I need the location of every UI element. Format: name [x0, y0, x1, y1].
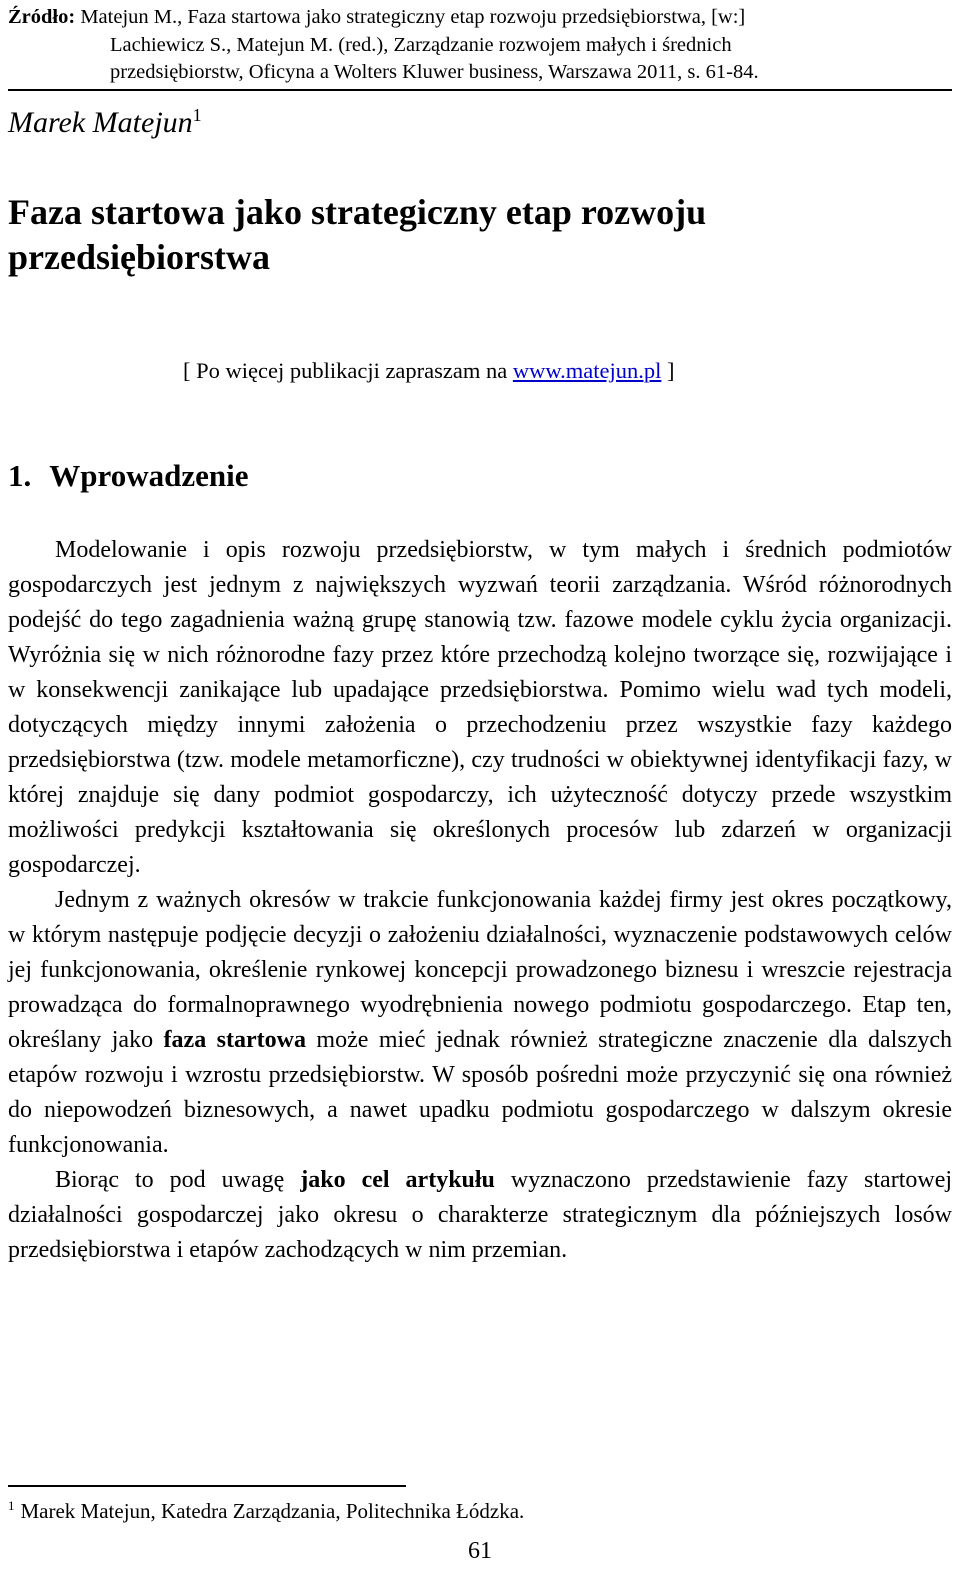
footnote-text: Marek Matejun, Katedra Zarządzania, Politechnika Łódzka. — [20, 1499, 525, 1523]
section-heading — [8, 458, 248, 494]
author-text: Marek Matejun — [8, 106, 193, 139]
paragraph-2-bold: faza startowa — [163, 1027, 306, 1053]
source-citation — [8, 4, 952, 91]
promo-prefix: [ Po więcej publikacji zapraszam na — [183, 358, 508, 383]
footnote — [8, 1499, 524, 1524]
footnote-divider — [8, 1485, 406, 1487]
author-name — [8, 106, 202, 140]
section-number: 1. — [8, 458, 32, 493]
source-label: Źródło: — [8, 6, 76, 28]
paragraph-3-part-a: Biorąc to pod uwagę — [55, 1167, 301, 1193]
promo-note — [183, 358, 675, 384]
author-footnote-mark: 1 — [192, 105, 202, 125]
source-line-2: Lachiewicz S., Matejun M. (red.), Zarządzanie rozwojem małych i średnich — [110, 33, 732, 56]
paragraph-2-part-a: Jednym z ważnych okresów w trakcie funkcjonowania każdej firmy jest okres początkowy, w którym następuje podjęcie decyzji o założeniu działalności, wyznaczenie podstawowych celów jej funkcjonowania, określenie rynkowej koncepcji prowadzonego biznesu i wreszcie rejestracja prowadząca do formalnoprawnego wyodrębnienia nowego podmiotu gospodarczego. Etap ten, określany jako — [8, 887, 952, 1053]
paragraph-1: Modelowanie i opis rozwoju przedsiębiorstw, w tym małych i średnich podmiotów gospodarczych jest jednym z największych wyzwań teorii zarządzania. Wśród różnorodnych podejść do tego zagadnienia ważną grupę stanowią tzw. fazowe modele cyklu życia organizacji. Wyróżnia się w nich różnorodne fazy przez które przechodzą kolejno tworzące się, rozwijające i w konsekwencji zanikające lub upadające przedsiębiorstwa. Pomimo wielu wad tych modeli, dotyczących między innymi założenia o przechodzeniu przez wszystkie fazy każdego przedsiębiorstwa (tzw. modele metamorficzne), czy trudności w obiektywnej identyfikacji fazy, w której znajduje się dany podmiot gospodarczy, ich użyteczność dotyczy przede wszystkim możliwości predykcji kształtowania się określonych procesów lub zdarzeń w organizacji gospodarczej. — [8, 537, 952, 878]
website-link[interactable]: www.matejun.pl — [512, 358, 662, 383]
footnote-mark: 1 — [8, 1498, 15, 1513]
article-title — [8, 190, 952, 280]
title-line-1: Faza startowa jako strategiczny etap rozwoju — [8, 192, 707, 232]
paragraph-2-part-b: może mieć jednak również strategiczne znaczenie dla dalszych etapów rozwoju i wzrostu przedsiębiorstw. W sposób pośredni może przyczynić się ona również do niepowodzeń biznesowych, a nawet upadku podmiotu gospodarczego w dalszym okresie funkcjonowania. — [8, 1027, 952, 1158]
paragraph-3 — [8, 1163, 952, 1268]
paragraph-2 — [8, 883, 952, 1163]
title-line-2: przedsiębiorstwa — [8, 237, 270, 277]
section-title: Wprowadzenie — [49, 458, 249, 493]
source-line-3: przedsiębiorstw, Oficyna a Wolters Kluwer business, Warszawa 2011, s. 61-84. — [110, 61, 759, 83]
source-line-1: Matejun M., Faza startowa jako strategiczny etap rozwoju przedsiębiorstwa, [w:] — [80, 6, 746, 28]
paragraph-3-bold: jako cel artykułu — [300, 1167, 495, 1193]
promo-suffix: ] — [667, 358, 675, 383]
paragraph-3-part-b: wyznaczono przedstawienie fazy startowej działalności gospodarczej jako okresu o charakterze strategicznym dla późniejszych losów przedsiębiorstwa i etapów zachodzących w nim przemian. — [8, 1167, 953, 1263]
page-number: 61 — [468, 1538, 492, 1564]
body-text — [8, 533, 952, 1268]
